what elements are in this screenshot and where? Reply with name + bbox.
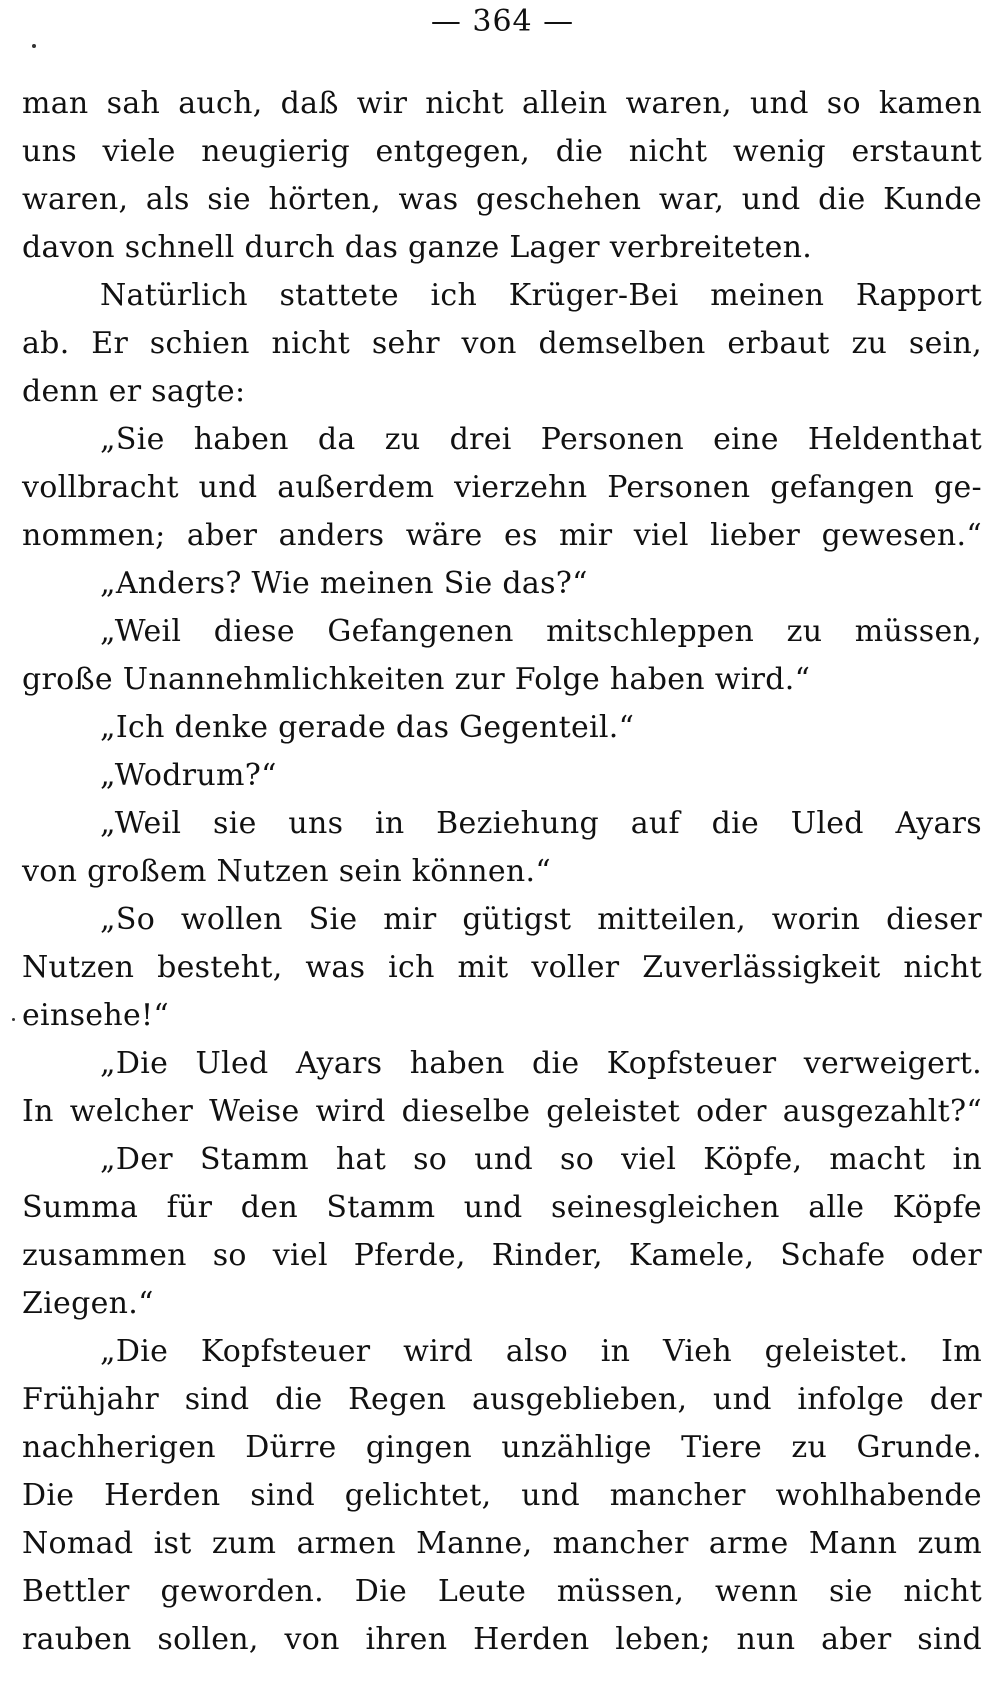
text-line: denn er sagte: xyxy=(22,374,246,409)
text-line: Summa für den Stamm und seinesgleichen alle Köpfe xyxy=(22,1190,982,1225)
text-line: nachherigen Dürre gingen unzählige Tiere zu Grunde. xyxy=(22,1430,982,1465)
text-line: „Ich denke gerade das Gegenteil.“ xyxy=(100,710,635,745)
text-line: davon schnell durch das ganze Lager verbreiteten. xyxy=(22,230,813,265)
text-line: Die Herden sind gelichtet, und mancher wohlhabende xyxy=(22,1478,982,1513)
text-line: Natürlich stattete ich Krüger-Bei meinen Rapport xyxy=(100,278,982,313)
text-line: rauben sollen, von ihren Herden leben; nun aber sind xyxy=(22,1622,982,1657)
print-speck xyxy=(12,1018,15,1021)
text-line: „Wodrum?“ xyxy=(100,758,277,793)
text-line: „Anders? Wie meinen Sie das?“ xyxy=(100,566,588,601)
text-line: waren, als sie hörten, was geschehen war, und die Kunde xyxy=(22,182,982,217)
text-line: „Weil sie uns in Beziehung auf die Uled Ayars xyxy=(100,806,982,841)
text-line: große Unannehmlichkeiten zur Folge haben wird.“ xyxy=(22,662,811,697)
text-line: zusammen so viel Pferde, Rinder, Kamele, Schafe oder xyxy=(22,1238,982,1273)
text-line: nommen; aber anders wäre es mir viel lieber gewesen.“ xyxy=(22,518,982,553)
text-line: man sah auch, daß wir nicht allein waren, und so kamen xyxy=(22,86,982,121)
text-line: uns viele neugierig entgegen, die nicht wenig erstaunt xyxy=(22,134,982,169)
text-line: In welcher Weise wird dieselbe geleistet oder ausgezahlt?“ xyxy=(22,1094,982,1129)
text-line: „Sie haben da zu drei Personen eine Heldenthat xyxy=(100,422,982,457)
text-line: von großem Nutzen sein können.“ xyxy=(22,854,552,889)
text-line: vollbracht und außerdem vierzehn Personen gefangen ge- xyxy=(22,470,982,505)
text-line: „Die Uled Ayars haben die Kopfsteuer verweigert. xyxy=(100,1046,982,1081)
page-number: — 364 — xyxy=(430,4,575,39)
text-line: einsehe!“ xyxy=(22,998,169,1033)
text-line: „Die Kopfsteuer wird also in Vieh geleistet. Im xyxy=(100,1334,982,1369)
text-line: Frühjahr sind die Regen ausgeblieben, und infolge der xyxy=(22,1382,982,1417)
text-line: Ziegen.“ xyxy=(22,1286,154,1321)
text-line: Nutzen besteht, was ich mit voller Zuverlässigkeit nicht xyxy=(22,950,982,985)
text-line: „Der Stamm hat so und so viel Köpfe, macht in xyxy=(100,1142,982,1177)
print-speck xyxy=(32,44,36,48)
text-line: Nomad ist zum armen Manne, mancher arme Mann zum xyxy=(22,1526,982,1561)
text-line: „So wollen Sie mir gütigst mitteilen, worin dieser xyxy=(100,902,982,937)
text-line: Bettler geworden. Die Leute müssen, wenn sie nicht xyxy=(22,1574,982,1609)
text-line: „Weil diese Gefangenen mitschleppen zu müssen, xyxy=(100,614,982,649)
body-text xyxy=(22,80,982,1664)
text-line: ab. Er schien nicht sehr von demselben erbaut zu sein, xyxy=(22,326,982,361)
